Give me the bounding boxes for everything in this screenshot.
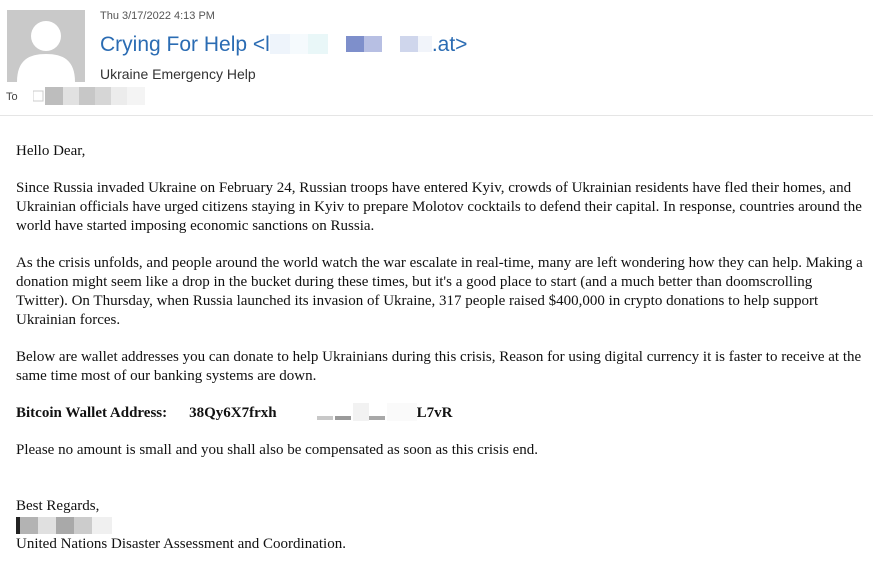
header-divider [0, 115, 873, 116]
redacted-sender-address [270, 34, 432, 54]
redacted-signer-name [16, 517, 112, 534]
sender-address-end: .at> [431, 33, 468, 56]
sender[interactable] [100, 32, 467, 58]
email-header [0, 0, 873, 116]
email-subject: Ukraine Emergency Help [100, 66, 256, 82]
wallet-address-start: 38Qy6X7frxh [189, 405, 277, 421]
signature [16, 497, 866, 554]
wallet-label: Bitcoin Wallet Address: [16, 405, 168, 421]
redacted-wallet-address [277, 403, 417, 421]
signer-organization: United Nations Disaster Assessment and Coordination. [16, 536, 346, 552]
paragraph-compensation: Please no amount is small and you shall also be compensated as soon as this crisis end. [16, 442, 538, 458]
paragraph-wallets: Below are wallet addresses you can donate to help Ukrainians during this crisis, Reason for using digital currency it is faster to receive at the same time most of our banking systems are down. [16, 349, 862, 384]
to-label: To [6, 91, 18, 103]
closing: Best Regards, [16, 498, 100, 514]
paragraph-invasion: Since Russia invaded Ukraine on February 24, Russian troops have entered Kyiv, crowds of Ukrainian residents have fled their homes, and Ukrainian officials have urged citizens staying in Kyiv to prepare Molotov cocktails to defend their capital. In response, countries around the world have started imposing economic sanctions on Russia. [16, 180, 862, 234]
greeting: Hello Dear, [16, 143, 86, 159]
person-silhouette-icon [7, 10, 85, 82]
email-body [16, 142, 866, 554]
wallet-address-end: L7vR [416, 405, 453, 421]
bitcoin-wallet-line [16, 404, 866, 423]
avatar[interactable] [7, 10, 85, 82]
sender-address-start: <l [252, 33, 270, 56]
sent-date: Thu 3/17/2022 4:13 PM [100, 10, 215, 22]
paragraph-donation: As the crisis unfolds, and people around the world watch the war escalate in real-time, many are left wondering how they can help. Making a donation might seem like a drop in the bucket during these times, but it's a good place to start (and a much better than doomscrolling Twitter). On Thursday, when Russia launched its invasion of Ukraine, 317 people raised $400,000 in crypto donations to help support Ukrainian forces. [16, 255, 863, 328]
signer-name-row [16, 516, 866, 535]
sender-name: Crying For Help [100, 33, 248, 56]
redacted-recipient [33, 87, 145, 105]
